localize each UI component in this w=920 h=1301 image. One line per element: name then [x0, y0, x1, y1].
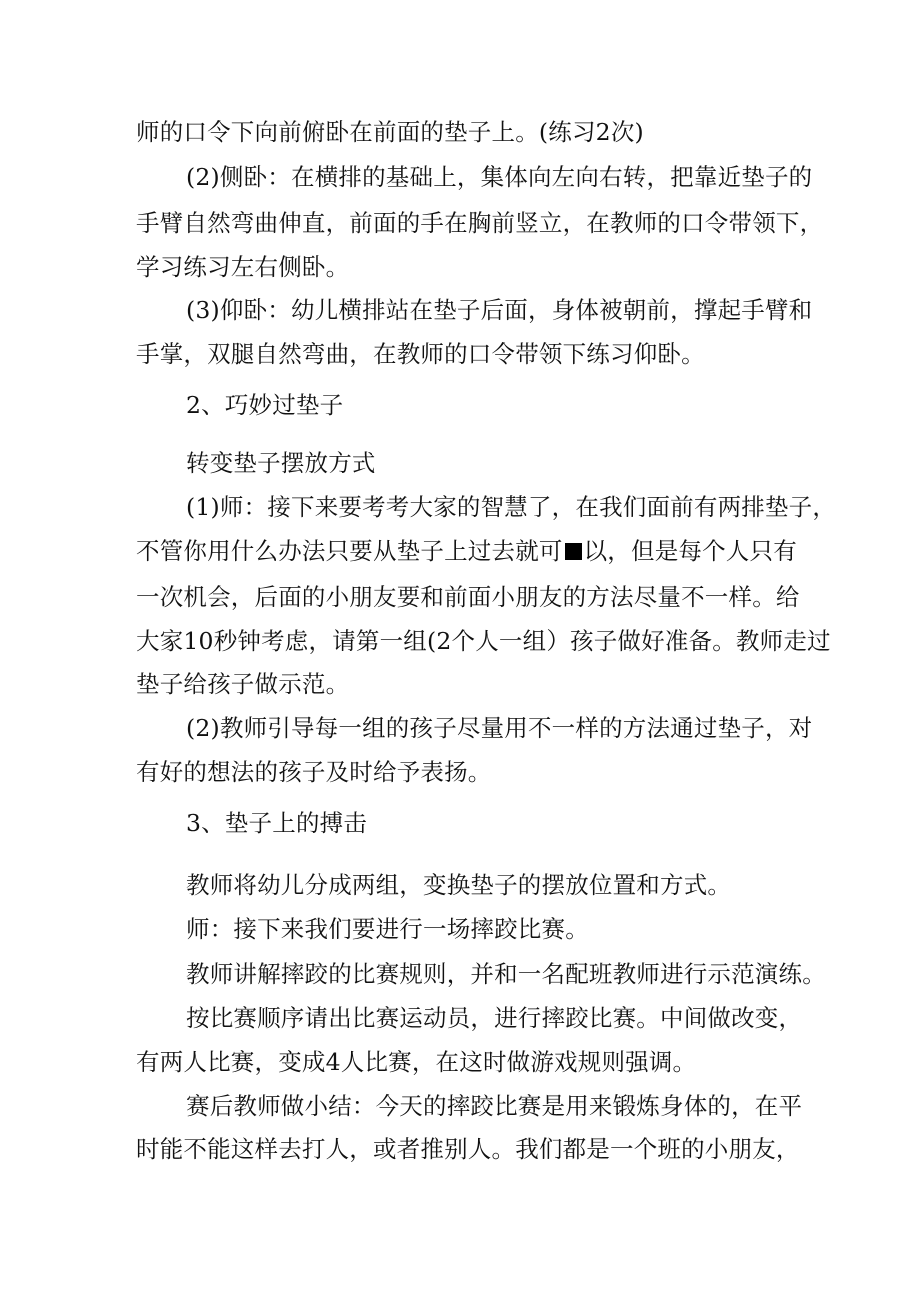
text-line: 大家10秒钟考虑，请第一组(2个人一组）孩子做好准备。教师走过 — [136, 627, 831, 655]
text-line: (1)师：接下来要考考大家的智慧了，在我们面前有两排垫子， — [186, 493, 837, 521]
text-line: 按比赛顺序请出比赛运动员，进行摔跤比赛。中间做改变， — [186, 1004, 803, 1032]
text-line: 有两人比赛，变成4人比赛，在这时做游戏规则强调。 — [136, 1048, 697, 1076]
text-line: 师的口令下向前俯卧在前面的垫子上。(练习2次) — [136, 118, 644, 146]
text-line: 转变垫子摆放方式 — [186, 449, 376, 477]
section-heading: 3、垫子上的搏击 — [186, 809, 368, 837]
text-line: 师：接下来我们要进行一场摔跤比赛。 — [186, 915, 589, 943]
text-line: 教师将幼儿分成两组，变换垫子的摆放位置和方式。 — [186, 871, 732, 899]
text-line: 教师讲解摔跤的比赛规则，并和一名配班教师进行示范演练。 — [186, 960, 826, 988]
text-line: 一次机会，后面的小朋友要和前面小朋友的方法尽量不一样。给 — [136, 583, 800, 611]
text-line: (2)教师引导每一组的孩子尽量用不一样的方法通过垫子，对 — [186, 714, 813, 742]
text-line: (2)侧卧：在横排的基础上，集体向左向右转，把靠近垫子的 — [186, 163, 813, 191]
text-segment: 以，但是每个人只有 — [583, 537, 797, 565]
section-heading: 2、巧妙过垫子 — [186, 391, 344, 419]
text-line: 学习练习左右侧卧。 — [136, 253, 350, 281]
text-line: 时能不能这样去打人，或者推别人。我们都是一个班的小朋友， — [136, 1135, 800, 1163]
text-line: (3)仰卧：幼儿横排站在垫子后面，身体被朝前，撑起手臂和 — [186, 296, 813, 324]
text-segment: 不管你用什么办法只要从垫子上过去就可 — [136, 537, 563, 565]
text-line: 手臂自然弯曲伸直，前面的手在胸前竖立，在教师的口令带领下， — [136, 209, 824, 237]
text-line — [136, 536, 797, 566]
text-line: 有好的想法的孩子及时给予表扬。 — [136, 758, 492, 786]
text-line: 手掌，双腿自然弯曲，在教师的口令带领下练习仰卧。 — [136, 340, 705, 368]
text-line: 垫子给孩子做示范。 — [136, 670, 350, 698]
text-line: 赛后教师做小结：今天的摔跤比赛是用来锻炼身体的，在平 — [186, 1092, 803, 1120]
black-square-glyph — [565, 543, 582, 560]
